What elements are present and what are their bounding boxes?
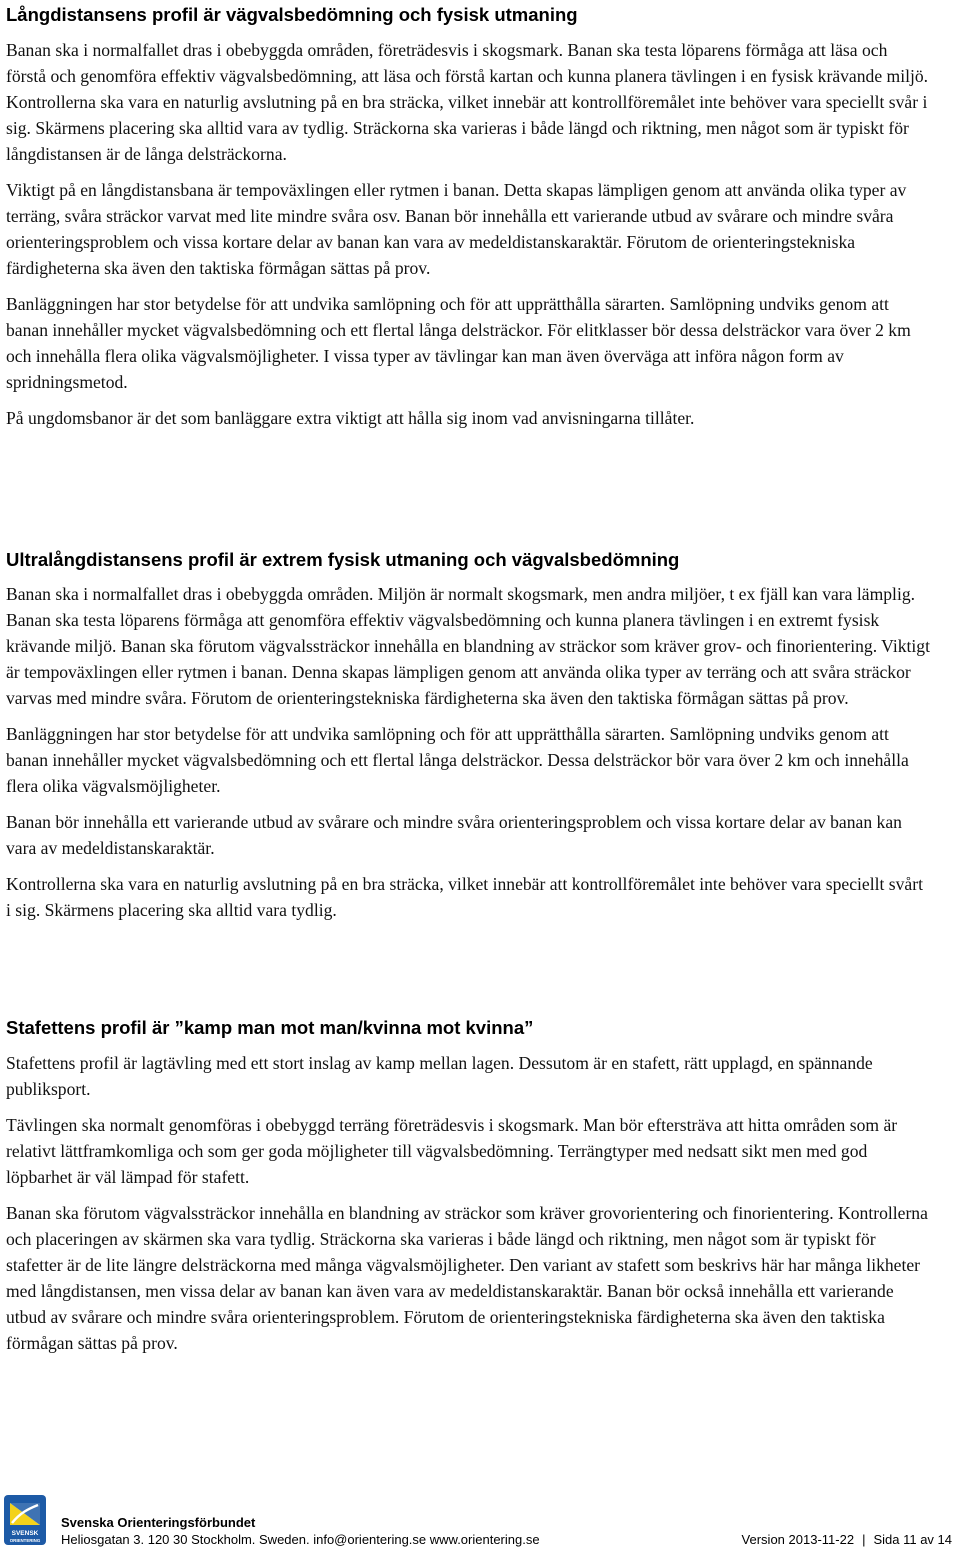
paragraph: Stafettens profil är lagtävling med ett stort inslag av kamp mellan lagen. Dessutom är en stafett, rätt upplagd, en spännande publiksport.	[6, 1053, 873, 1099]
svensk-orientering-logo	[4, 1495, 46, 1545]
section-ultralangdistans	[6, 548, 931, 923]
page-footer	[0, 1487, 960, 1551]
org-name: Svenska Orienteringsförbundet	[61, 1515, 256, 1530]
paragraph: På ungdomsbanor är det som banläggare extra viktigt att hålla sig inom vad anvisningarna tillåter.	[6, 408, 695, 428]
paragraph: Banan ska i normalfallet dras i obebyggda områden. Miljön är normalt skogsmark, men andra miljöer, t ex fjäll kan vara lämplig. Banan ska testa löparens förmåga att genomföra effektiv vägvalsbedömning och kunna planera tävlingen i en extremt fysisk krävande miljö. Banan ska förutom vägvalssträckor innehålla en blandning av sträckor som kräver grov- och finorientering. Viktigt är tempoväxlingen eller rytmen i banan. Denna skapas lämpligen genom att använda olika typer av terräng och att svåra sträckor varvas med mindre svåra. Förutom de orienteringstekniska färdigheterna ska även den taktiska förmågan sättas på prov.	[6, 584, 930, 708]
paragraph: Banan bör innehålla ett varierande utbud av svårare och mindre svåra orienteringsproblem och vissa kortare delar av banan kan vara av medeldistanskaraktär.	[6, 812, 902, 858]
paragraph: Banan ska förutom vägvalssträckor innehålla en blandning av sträckor som kräver grovorientering och finorientering. Kontrollerna och placeringen av skärmen ska vara tydlig. Sträckorna ska varieras i både längd och riktning, men något som är typiskt för stafetter är de lite längre delsträckorna med många vägvalsmöjligheter. Den variant av stafett som beskrivs här har många likheter med långdistansen, men vissa delar av banan kan även vara av medeldistanskaraktär. Banan bör också innehålla ett varierande utbud av svårare och mindre svåra orienteringsproblem. Förutom de orienteringstekniska färdigheterna ska även den taktiska förmågan sättas på prov.	[6, 1203, 928, 1353]
svg-text:SVENSK: SVENSK	[11, 1530, 39, 1537]
version-label: Version 2013-11-22	[741, 1532, 855, 1547]
svg-text:ORIENTERING: ORIENTERING	[9, 1538, 41, 1543]
paragraph: Viktigt på en långdistansbana är tempoväxlingen eller rytmen i banan. Detta skapas lämpligen genom att använda olika typer av terräng, svåra sträckor varvat med lite mindre svåra osv. Banan bör innehålla ett varierande utbud av svårare och mindre svåra orienteringsproblem och vissa kortare delar av banan kan vara av medeldistanskaraktär. Förutom de orienteringstekniska färdigheterna ska även den taktiska förmågan sättas på prov.	[6, 180, 907, 278]
paragraph: Banläggningen har stor betydelse för att undvika samlöpning och för att upprätthålla särarten. Samlöpning undviks genom att banan innehåller mycket vägvalsbedömning och ett flertal långa delsträckor. Dessa delsträckor bör vara över 2 km och innehålla flera olika vägvalsmöjligheter.	[6, 724, 909, 796]
section-langdistans	[6, 3, 931, 431]
paragraph: Banan ska i normalfallet dras i obebyggda områden, företrädesvis i skogsmark. Banan ska testa löparens förmåga att läsa och förstå och genomföra effektiv vägvalsbedömning, att läsa och förstå kartan och kunna planera tävlingen i en fysisk krävande miljö. Kontrollerna ska vara en naturlig avslutning på en bra sträcka, vilket innebär att kontrollföremålet inte behöver vara speciellt svår i sig. Skärmens placering ska alltid vara av tydlig. Sträckorna ska varieras i både längd och riktning, men något som är typiskt för långdistansen är de långa delsträckorna.	[6, 40, 929, 164]
version-info	[742, 1532, 952, 1547]
paragraph: Tävlingen ska normalt genomföras i obebyggd terräng företrädesvis i skogsmark. Man bör eftersträva att hitta områden som är relativt lättframkomliga och som ger goda möjligheter till vägvalsbedömning. Terrängtyper med nedsatt sikt men med god löpbarhet är väl lämpad för stafett.	[6, 1115, 898, 1187]
section-heading: Stafettens profil är ”kamp man mot man/kvinna mot kvinna”	[6, 1017, 534, 1038]
footer-separator: |	[862, 1532, 866, 1547]
org-address: Heliosgatan 3. 120 30 Stockholm. Sweden. info@orientering.se www.orientering.se	[61, 1532, 540, 1547]
section-heading: Långdistansens profil är vägvalsbedömning och fysisk utmaning	[6, 4, 578, 25]
section-heading: Ultralångdistansens profil är extrem fysisk utmaning och vägvalsbedömning	[6, 549, 680, 570]
paragraph: Kontrollerna ska vara en naturlig avslutning på en bra sträcka, vilket innebär att kontrollföremålet inte behöver vara speciellt svårt i sig. Skärmens placering ska alltid vara tydlig.	[6, 874, 923, 920]
paragraph: Banläggningen har stor betydelse för att undvika samlöpning och för att upprätthålla särarten. Samlöpning undviks genom att banan innehåller mycket vägvalsbedömning och ett flertal långa delsträckor. För elitklasser bör dessa delsträckor vara över 2 km och innehålla flera olika vägvalsmöjligheter. I vissa typer av tävlingar kan man även överväga att införa någon form av spridningsmetod.	[6, 294, 911, 392]
section-stafett	[6, 1016, 931, 1356]
page-number: Sida 11 av 14	[873, 1532, 952, 1547]
